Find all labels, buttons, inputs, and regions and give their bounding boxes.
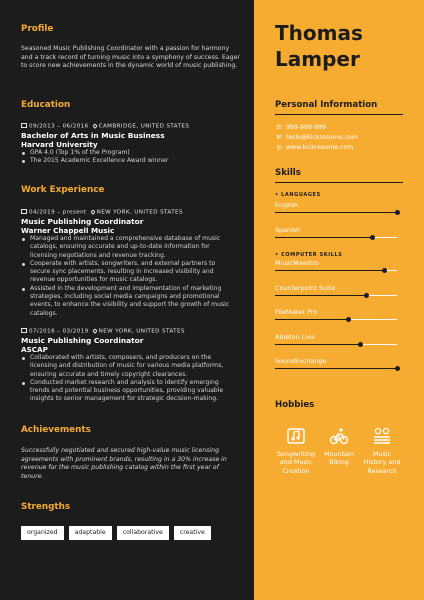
skill-level-knob xyxy=(370,235,375,240)
skill-level-knob xyxy=(382,268,387,273)
website-row[interactable] xyxy=(275,143,353,152)
website-link[interactable]: www.kickresume.com xyxy=(286,144,354,151)
location-pin-icon xyxy=(92,123,98,129)
job1-dates: 04/2019 – present xyxy=(29,209,87,216)
skill-name: English xyxy=(275,201,299,209)
strengths-heading: Strengths xyxy=(21,502,71,512)
strength-tag: collaborative xyxy=(117,526,169,540)
last-name: Lamper xyxy=(275,47,360,71)
job1-company: Warner Chappell Music xyxy=(21,226,115,235)
list-item: Managed and maintained a comprehensive database of music catalogs, ensuring accurate and up-to-date information for licensing negotiations and revenue tracking. xyxy=(21,235,233,260)
skill-level-fill xyxy=(275,212,397,213)
list-item: Collaborated with artists, composers, and producers on the licensing and distribution of music for various media platforms, ensuring accurate and timely copyright clearances. xyxy=(21,354,233,379)
personal-info-heading: Personal Information xyxy=(275,100,378,110)
skill-name: Counterpoint Suite xyxy=(275,283,336,292)
list-item: The 2015 Academic Excellence Award winner xyxy=(21,157,233,165)
skill-name: Ableton Live xyxy=(275,332,315,341)
section-divider xyxy=(275,182,403,183)
skill-name: Spanish xyxy=(275,226,301,234)
skill-level-bar xyxy=(275,319,397,320)
phone-text: 999-999-999 xyxy=(286,124,326,131)
education-location: CAMBRIDGE, UNITED STATES xyxy=(98,123,190,130)
list-item: Conducted market research and analysis to identify emerging trends and potential business opportunities, providing valuable insights to senior management for strategic decision-making. xyxy=(21,379,233,404)
skill-level-fill xyxy=(275,344,360,345)
strength-tag: organized xyxy=(21,526,64,540)
skill-level-bar xyxy=(275,344,397,345)
location-pin-icon xyxy=(92,328,98,334)
book-icon xyxy=(372,426,392,446)
globe-icon: ◎ xyxy=(276,143,282,151)
skill-level-fill xyxy=(275,270,385,271)
hobby-label: Mountain Biking xyxy=(324,450,354,467)
profile-text: Seasoned Music Publishing Coordinator with a passion for harmony and a track record of turning music into a symphony of success. Eager to score new achievements in the dynamic world of music publishing. xyxy=(21,45,240,70)
hobby-research xyxy=(361,426,403,475)
job2-bullets xyxy=(21,354,233,404)
email-icon: ✉ xyxy=(276,133,282,141)
computer-skills-label: • COMPUTER SKILLS xyxy=(275,252,343,258)
section-divider xyxy=(275,114,403,115)
location-pin-icon xyxy=(90,209,96,215)
skill-name: FileMaker Pro xyxy=(275,308,318,316)
bike-icon xyxy=(329,426,349,446)
strengths-tags xyxy=(21,526,211,540)
education-heading: Education xyxy=(21,100,71,110)
skill-level-bar xyxy=(275,270,397,271)
job2-role: Music Publishing Coordinator xyxy=(21,336,144,345)
education-school: Harvard University xyxy=(21,140,98,149)
skill-level-fill xyxy=(275,319,348,320)
education-degree: Bachelor of Arts in Music Business xyxy=(21,131,165,140)
list-item: Assisted in the development and implementation of marketing strategies, including social media campaigns and promotional events, to enhance the visibility and support the growth of music catalogs. xyxy=(21,285,233,318)
strength-tag: creative xyxy=(174,526,211,540)
hobby-songwriting xyxy=(275,426,317,475)
strength-tag: adaptable xyxy=(69,526,112,540)
email-link[interactable]: hello@kickresume.com xyxy=(286,134,358,141)
calendar-icon xyxy=(21,209,27,214)
skill-level-fill xyxy=(275,295,367,296)
profile-heading: Profile xyxy=(21,24,54,34)
skill-name: MusicMaestro xyxy=(275,259,319,267)
phone-row xyxy=(275,123,326,132)
skill-level-fill xyxy=(275,368,397,369)
job1-meta xyxy=(21,209,183,217)
job1-bullets xyxy=(21,235,233,318)
skill-level-bar xyxy=(275,212,397,213)
songwriting-icon xyxy=(286,426,306,446)
skill-level-knob xyxy=(364,293,369,298)
list-item: GPA 4.0 (Top 1% of the Program) xyxy=(21,149,233,157)
first-name: Thomas xyxy=(275,21,363,45)
job1-role: Music Publishing Coordinator xyxy=(21,217,144,226)
education-bullets xyxy=(21,149,233,166)
achievements-heading: Achievements xyxy=(21,425,91,435)
experience-heading: Work Experience xyxy=(21,185,105,195)
skill-level-bar xyxy=(275,295,397,296)
skill-level-knob xyxy=(395,210,400,215)
hobby-label: Music History and Research xyxy=(363,450,401,475)
calendar-icon xyxy=(21,328,27,333)
phone-icon: ☏ xyxy=(275,123,283,131)
calendar-icon xyxy=(21,123,27,128)
right-column xyxy=(254,0,424,600)
achievements-text: Successfully negotiated and secured high-value music licensing agreements with prominent brands, resulting in a 30% increase in revenue for the music publishing catalog within the first year of tenure. xyxy=(21,447,227,480)
skill-level-bar xyxy=(275,368,397,369)
email-row[interactable] xyxy=(275,133,358,142)
job2-meta xyxy=(21,328,185,336)
job2-location: NEW YORK, UNITED STATES xyxy=(98,328,185,335)
skills-heading: Skills xyxy=(275,168,301,178)
hobby-label: Songwriting and Music Creation xyxy=(276,450,316,475)
list-item: Cooperate with artists, songwriters, and external partners to secure sync placements, resulting in increased visibility and revenue opportunities for music catalogs. xyxy=(21,260,233,285)
skill-level-fill xyxy=(275,237,373,238)
job2-dates: 07/2016 – 03/2019 xyxy=(29,328,89,335)
skill-level-bar xyxy=(275,237,397,238)
education-meta xyxy=(21,123,189,131)
education-dates: 09/2013 – 06/2016 xyxy=(29,123,89,130)
skill-level-knob xyxy=(395,366,400,371)
languages-label: • LANGUAGES xyxy=(275,192,321,198)
skill-level-knob xyxy=(346,317,351,322)
hobby-biking xyxy=(318,426,360,467)
hobbies-heading: Hobbies xyxy=(275,400,315,410)
skill-level-knob xyxy=(358,342,363,347)
job2-company: ASCAP xyxy=(21,345,48,354)
skill-name: SoundExchange xyxy=(275,357,327,365)
job1-location: NEW YORK, UNITED STATES xyxy=(96,209,183,216)
